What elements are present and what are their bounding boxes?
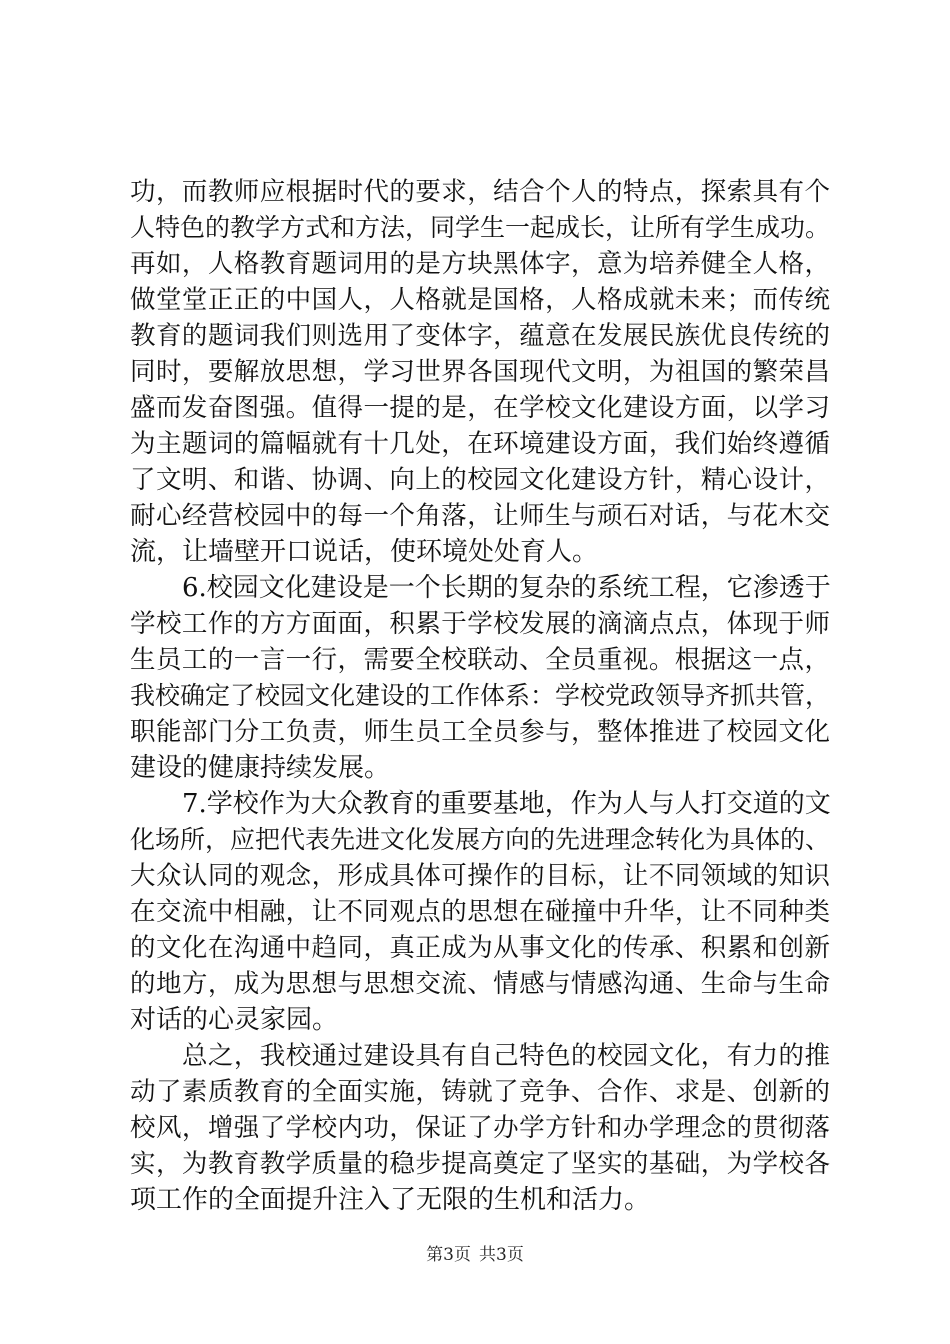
text-line: 大众认同的观念，形成具体可操作的目标，让不同领域的知识 (130, 861, 830, 891)
paragraph-1 (130, 174, 830, 570)
text-line: 6.校园文化建设是一个长期的复杂的系统工程，它渗透于 (182, 573, 831, 603)
text-line: 耐心经营校园中的每一个角落，让师生与顽石对话，与花木交 (130, 501, 830, 531)
text-line: 同时，要解放思想，学习世界各国现代文明，为祖国的繁荣昌 (130, 357, 830, 387)
text-line: 在交流中相融，让不同观点的思想在碰撞中升华，让不同种类 (130, 897, 830, 927)
text-line: 项工作的全面提升注入了无限的生机和活力。 (130, 1185, 651, 1215)
text-line: 功，而教师应根据时代的要求，结合个人的特点，探索具有个 (130, 177, 830, 207)
text-line: 流，让墙壁开口说话，使环境处处育人。 (130, 537, 599, 567)
text-line: 为主题词的篇幅就有十几处，在环境建设方面，我们始终遵循 (130, 429, 830, 459)
text-line: 人特色的教学方式和方法，同学生一起成长，让所有学生成功。 (130, 213, 831, 242)
page-footer (0, 1243, 950, 1267)
text-line: 盛而发奋图强。值得一提的是，在学校文化建设方面，以学习 (130, 393, 830, 423)
text-line: 的地方，成为思想与思想交流、情感与情感沟通、生命与生命 (130, 969, 830, 999)
paragraph-4 (130, 1038, 830, 1218)
document-body (130, 174, 830, 1218)
text-line: 化场所，应把代表先进文化发展方向的先进理念转化为具体的、 (130, 825, 831, 854)
text-line: 了文明、和谐、协调、向上的校园文化建设方针，精心设计， (130, 465, 830, 495)
text-line: 教育的题词我们则选用了变体字，蕴意在发展民族优良传统的 (130, 321, 830, 351)
text-line: 校风，增强了学校内功，保证了办学方针和办学理念的贯彻落 (130, 1113, 830, 1143)
text-line: 的文化在沟通中趋同，真正成为从事文化的传承、积累和创新 (130, 933, 830, 963)
text-line: 7.学校作为大众教育的重要基地，作为人与人打交道的文 (182, 789, 831, 819)
page-total: 共3页 (479, 1245, 524, 1265)
paragraph-3 (130, 786, 830, 1038)
text-line: 学校工作的方方面面，积累于学校发展的滴滴点点，体现于师 (130, 609, 830, 639)
text-line: 实，为教育教学质量的稳步提高奠定了坚实的基础，为学校各 (130, 1149, 830, 1179)
page-number: 第3页 (426, 1245, 471, 1265)
text-line: 动了素质教育的全面实施，铸就了竞争、合作、求是、创新的 (130, 1077, 830, 1107)
paragraph-2 (130, 570, 830, 786)
text-line: 职能部门分工负责，师生员工全员参与，整体推进了校园文化 (130, 717, 830, 747)
text-line: 对话的心灵家园。 (130, 1005, 339, 1035)
text-line: 生员工的一言一行，需要全校联动、全员重视。根据这一点， (130, 645, 830, 675)
text-line: 建设的健康持续发展。 (130, 753, 391, 783)
text-line: 再如，人格教育题词用的是方块黑体字，意为培养健全人格， (130, 249, 830, 279)
text-line: 做堂堂正正的中国人，人格就是国格，人格成就未来；而传统 (130, 285, 830, 315)
text-line: 我校确定了校园文化建设的工作体系：学校党政领导齐抓共管， (130, 681, 831, 710)
text-line: 总之，我校通过建设具有自己特色的校园文化，有力的推 (182, 1041, 830, 1071)
